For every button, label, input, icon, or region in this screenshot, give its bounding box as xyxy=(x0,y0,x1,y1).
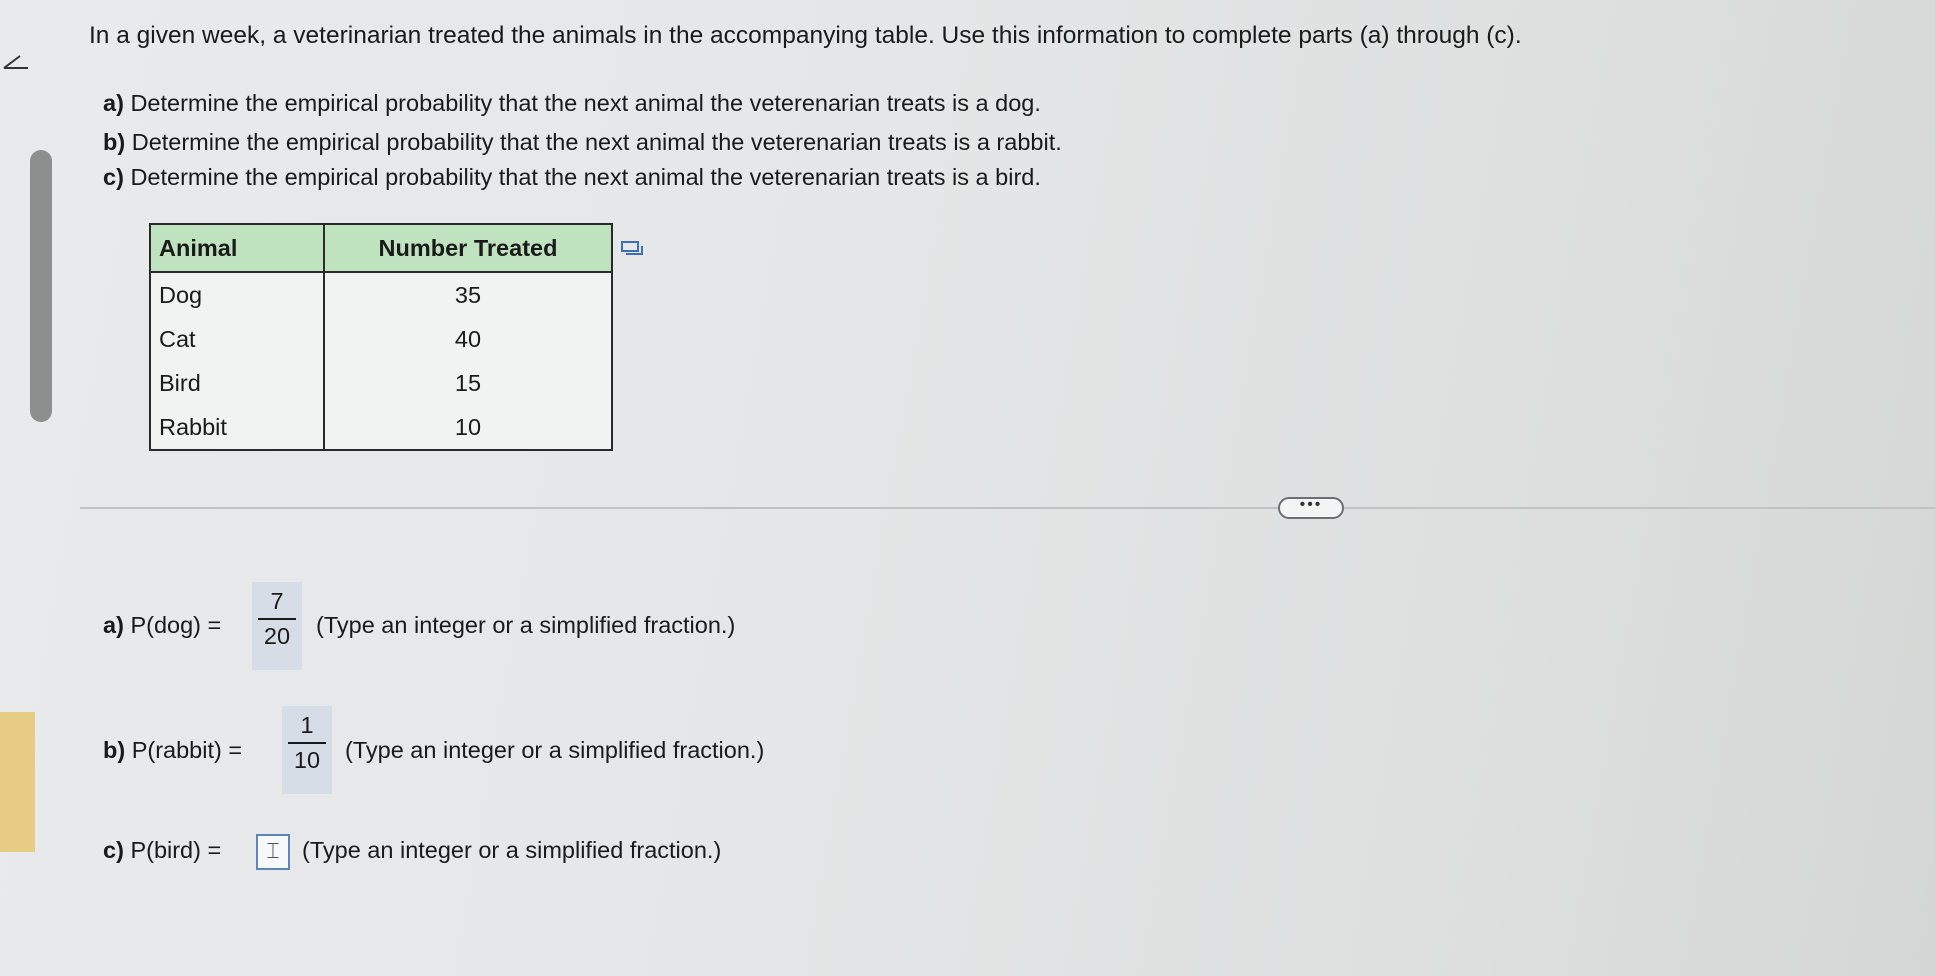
animals-table xyxy=(149,223,613,451)
cell-animal: Bird xyxy=(150,361,324,405)
header-number-treated: Number Treated xyxy=(324,224,612,272)
table-row xyxy=(150,405,612,450)
cell-count: 40 xyxy=(324,317,612,361)
side-highlight xyxy=(0,712,35,852)
answer-a-hint: (Type an integer or a simplified fraction.) xyxy=(316,612,736,638)
cell-animal: Dog xyxy=(150,272,324,317)
cell-count: 35 xyxy=(324,272,612,317)
section-divider xyxy=(80,507,1935,509)
table-row xyxy=(150,361,612,405)
answer-b-hint: (Type an integer or a simplified fraction.) xyxy=(345,737,765,763)
answer-b-numerator: 1 xyxy=(300,712,314,738)
table-header-row xyxy=(150,224,612,272)
cell-animal: Cat xyxy=(150,317,324,361)
cell-animal: Rabbit xyxy=(150,405,324,450)
text-cursor-icon: ⌶ xyxy=(266,838,280,863)
answer-b-denominator: 10 xyxy=(293,747,321,773)
answer-a-label: a) P(dog) = xyxy=(103,612,222,638)
fraction-bar xyxy=(288,742,326,744)
answer-b-label: b) P(rabbit) = xyxy=(103,737,243,763)
question-a: a) Determine the empirical probability that the next animal the veterenarian treats is a dog. xyxy=(103,90,1041,116)
answer-c-hint: (Type an integer or a simplified fraction.) xyxy=(302,837,722,863)
answer-c-label: c) P(bird) = xyxy=(103,837,222,863)
header-animal: Animal xyxy=(150,224,324,272)
table-row xyxy=(150,317,612,361)
answer-b-fraction[interactable] xyxy=(282,706,332,794)
cell-count: 10 xyxy=(324,405,612,450)
answer-a-numerator: 7 xyxy=(270,588,284,614)
back-arrow-icon[interactable] xyxy=(0,52,30,82)
question-c: c) Determine the empirical probability that the next animal the veterenarian treats is a bird. xyxy=(103,164,1041,190)
fraction-bar xyxy=(258,618,296,620)
problem-intro: In a given week, a veterinarian treated the animals in the accompanying table. Use this information to complete parts (a) through (c). xyxy=(89,22,1522,49)
answer-c-input[interactable] xyxy=(256,834,290,870)
cell-count: 15 xyxy=(324,361,612,405)
table-row xyxy=(150,272,612,317)
question-b: b) Determine the empirical probability that the next animal the veterenarian treats is a rabbit. xyxy=(103,129,1062,155)
copy-icon[interactable] xyxy=(620,240,646,260)
more-button[interactable]: ••• xyxy=(1278,497,1344,519)
answer-a-denominator: 20 xyxy=(263,623,291,649)
answer-a-fraction[interactable] xyxy=(252,582,302,670)
scrollbar-thumb[interactable] xyxy=(30,150,52,422)
